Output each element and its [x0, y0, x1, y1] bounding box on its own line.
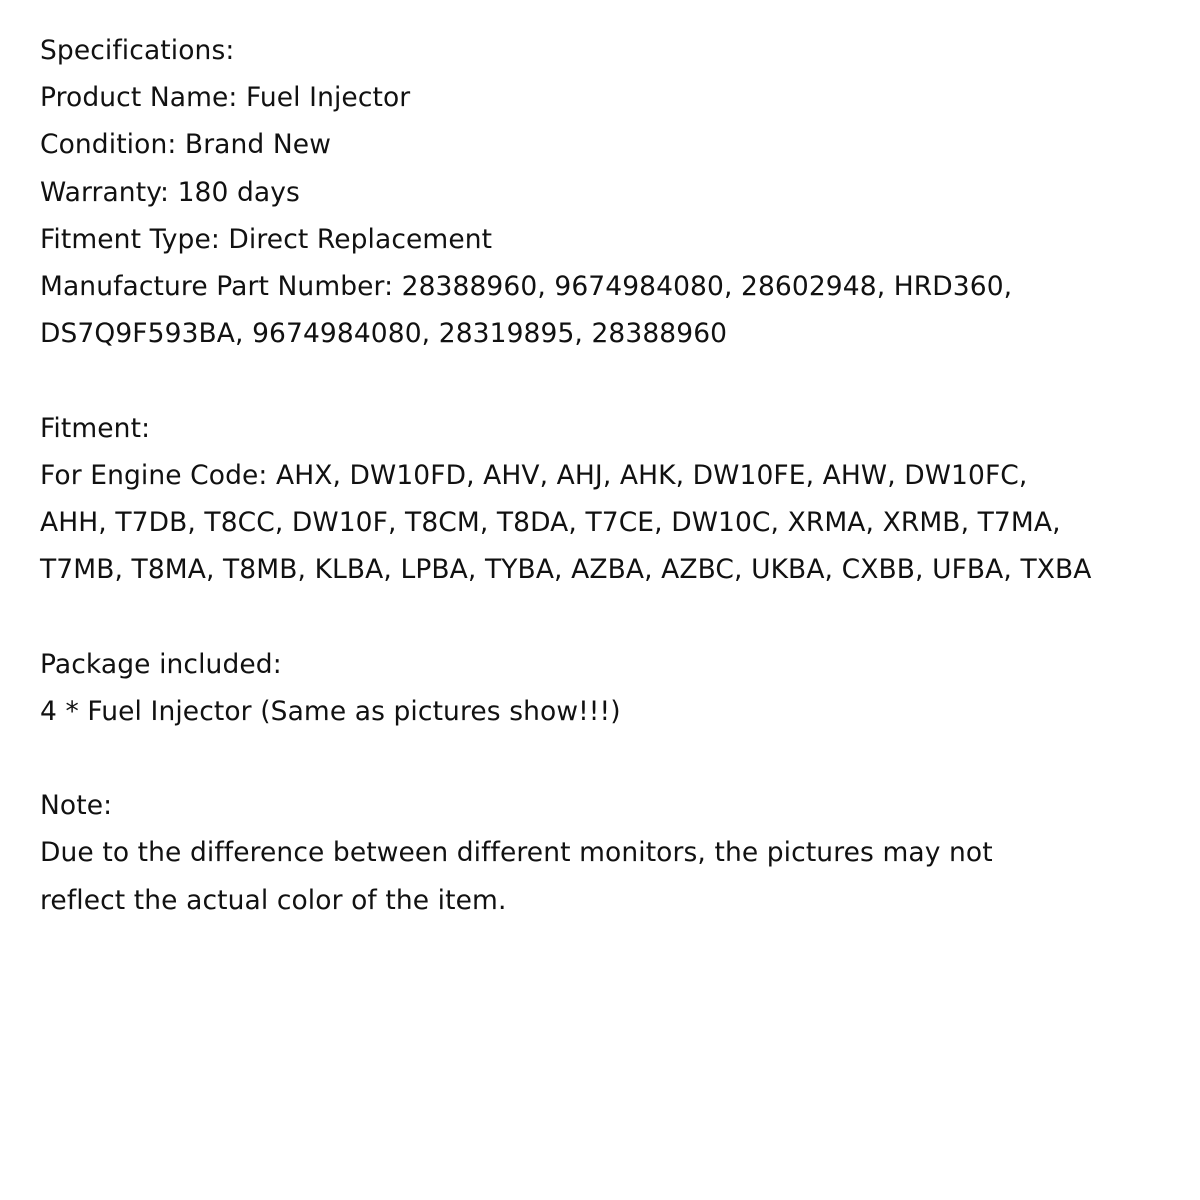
specifications-section [40, 27, 1170, 357]
section-spacer [40, 593, 1170, 640]
section-spacer [40, 357, 1170, 404]
warranty-line: Warranty: 180 days [40, 176, 300, 208]
specifications-heading: Specifications: [40, 35, 235, 66]
note-heading: Note: [40, 790, 113, 822]
fitment-type-line: Fitment Type: Direct Replacement [40, 223, 493, 255]
fitment-section [40, 405, 1170, 594]
engine-code-line-3: T7MB, T8MA, T8MB, KLBA, LPBA, TYBA, AZBA, AZBC, UKBA, CXBB, UFBA, TXBA [40, 554, 1092, 586]
engine-code-line-1: For Engine Code: AHX, DW10FD, AHV, AHJ, AHK, DW10FE, AHW, DW10FC, [40, 459, 1028, 491]
note-line-2: reflect the actual color of the item. [40, 884, 507, 916]
note-line-1: Due to the difference between different monitors, the pictures may not [40, 837, 993, 869]
product-description [40, 27, 1170, 924]
part-number-line-1: Manufacture Part Number: 28388960, 9674984080, 28602948, HRD360, [40, 271, 1013, 303]
package-contents-line: 4 * Fuel Injector (Same as pictures show!!!) [40, 695, 621, 727]
engine-code-line-2: AHH, T7DB, T8CC, DW10F, T8CM, T8DA, T7CE, DW10C, XRMA, XRMB, T7MA, [40, 507, 1061, 539]
section-spacer [40, 735, 1170, 782]
condition-line: Condition: Brand New [40, 129, 331, 161]
package-section [40, 641, 1170, 735]
product-name-line: Product Name: Fuel Injector [40, 82, 411, 114]
package-heading: Package included: [40, 648, 282, 680]
note-section [40, 782, 1170, 924]
part-number-line-2: DS7Q9F593BA, 9674984080, 28319895, 28388960 [40, 318, 728, 350]
fitment-heading: Fitment: [40, 412, 151, 444]
